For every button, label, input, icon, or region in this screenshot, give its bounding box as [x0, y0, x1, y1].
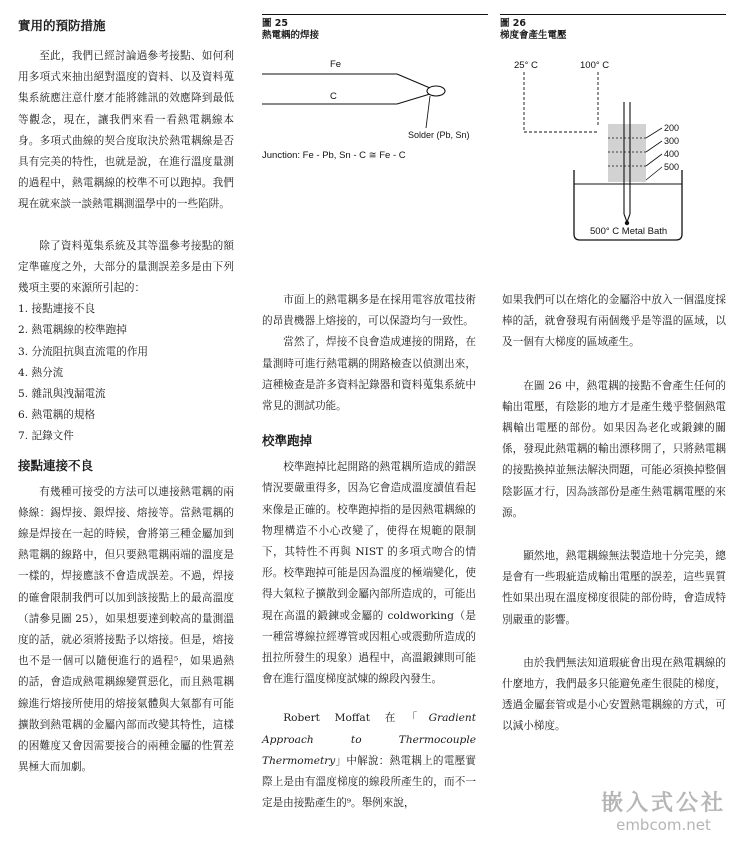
- figure-rule: [262, 14, 488, 15]
- paragraph: 在圖 26 中，熱電耦的接點不會產生任何的輸出電壓，有陰影的地方才是產生幾乎整個熱電耦輸出電壓的部份。如果因為老化或鍛鍊的關係，發現此熱電耦的輸出漂移開了，只將熱電耦的接點換掉並無法解決問題，可能必須換掉整個陰影區才行，因為該部份是產生熱電耦電壓的來源。: [502, 379, 726, 519]
- paragraph: 除了資料蒐集系統及其等溫參考接點的額定準確度之外，大部分的量測誤差多是由下列幾項主要的來源所引起的：: [18, 239, 234, 295]
- level-label: 200: [664, 123, 680, 133]
- fe-label: Fe: [330, 59, 342, 70]
- figure-25: [262, 14, 488, 165]
- paragraph: 由於我們無法知道瑕疵會出現在熱電耦線的什麼地方，我們最多只能避免產生很陡的梯度，透過金屬套管或是小心安置熱電耦線的方式，可以減小梯度。: [502, 656, 726, 733]
- thermocouple-solder-diagram: [262, 42, 488, 142]
- list-item: 7. 記錄文件: [18, 430, 74, 443]
- section-title-calibration-drift: 校準跑掉: [262, 433, 313, 449]
- list-item: 5. 雜訊與洩漏電流: [18, 388, 106, 401]
- figure-number: 圖 26: [500, 18, 527, 29]
- column-right: [502, 290, 726, 738]
- list-item: 1. 接點連接不良: [18, 303, 96, 316]
- paragraph-moffat: [262, 708, 476, 814]
- level-label: 500: [664, 162, 680, 172]
- level-label: 300: [664, 136, 680, 146]
- list-item: 3. 分流阻抗與直流電的作用: [18, 345, 149, 358]
- error-source-list: [18, 299, 234, 447]
- temp-label-25: 25° C: [514, 60, 538, 71]
- paragraph: 如果我們可以在熔化的金屬浴中放入一個溫度採棒的話，就會發現有兩個幾乎是等溫的區域，以及一個有大梯度的區域產生。: [502, 294, 726, 349]
- figure-number: 圖 25: [262, 18, 289, 29]
- figure-26: [500, 14, 730, 246]
- list-item: 6. 熱電耦的規格: [18, 409, 96, 422]
- metal-bath-label: 500° C Metal Bath: [590, 226, 668, 237]
- solder-label: Solder (Pb, Sn): [408, 130, 470, 140]
- junction-label: Junction: Fe - Pb, Sn - C ≅ Fe - C: [262, 150, 406, 161]
- solder-blob: [427, 86, 445, 96]
- moffat-title: Gradient Approach to Thermocouple Thermometry: [262, 712, 476, 767]
- moffat-text-b: 」中解說：熱電耦上的電壓實際上是由有溫度梯度的線段所產生的，而不一定是由接點產生的⁹。舉例來說，: [262, 754, 476, 810]
- junction-equation: [262, 147, 488, 161]
- figure-rule: [500, 14, 726, 15]
- watermark-chinese: 嵌入式公社: [600, 791, 726, 816]
- figure-caption: 熱電耦的焊接: [262, 30, 320, 41]
- site-watermark: [601, 792, 726, 834]
- level-label: 400: [664, 149, 680, 159]
- column-middle: [262, 290, 476, 814]
- paragraph: 當然了，焊接不良會造成連接的開路，在量測時可進行熱電耦的開路檢查以偵測出來，這種檢查是許多資料記錄器和資料蒐集系統中常見的測試功能。: [262, 336, 476, 413]
- figure-caption: 梯度會產生電壓: [500, 30, 567, 41]
- section-title-practical-precautions: 實用的預防措施: [18, 18, 106, 33]
- moffat-text-a: Robert Moffat 在「: [283, 712, 429, 725]
- list-item: 2. 熱電耦線的校準跑掉: [18, 324, 127, 337]
- list-item: 4. 熱分流: [18, 366, 64, 379]
- temperature-gradient-diagram: [500, 42, 730, 242]
- section-title-poor-junction: 接點連接不良: [18, 457, 94, 473]
- paragraph: 有幾種可接受的方法可以連接熱電耦的兩條線：錫焊接、銀焊接、熔接等。當熱電耦的線是焊接在一起的時候，會將第三種金屬加到熱電耦的線路中，但只要熱電耦兩端的溫度是一樣的，焊接應該不會造成誤差。不過，焊接的確會限制我們可以加到該接點上的最高溫度（請參見圖 25），如果想要達到較高的量測溫度的話，就必須將接點予以熔接。但是，熔接也不是一個可以隨便進行的過程⁵，如果過熱的話，會造成熱電耦線變質惡化，而且熱電耦線進行熔接所使用的熔接氣體與大氣都有可能擴散到熱電耦的金屬內部而改變其特性，這樣的困難度又會因需要接合的兩種金屬的性質差異極大而加劇。: [18, 485, 234, 774]
- watermark-url: embcom.net: [616, 816, 711, 834]
- column-left: [18, 18, 234, 779]
- paragraph: 至此，我們已經討論過參考接點、如何利用多項式來抽出絕對溫度的資料、以及資料蒐集系統應注意什麼才能將雜訊的效應降到最低等觀念，現在，讓我們來看一看熱電耦線本身。多項式曲線的契合度取決於熱電耦線是否具有完美的特性，也就是說，在進行溫度量測的過程中，熱電耦線的校準不可以跑掉。我們現在就來談一談熱電耦測溫學中的一些陷阱。: [18, 50, 234, 211]
- temp-label-100: 100° C: [580, 60, 610, 71]
- gradient-shaded-region: [608, 124, 646, 182]
- paragraph: 顯然地，熱電耦線無法製造地十分完美，總是會有一些瑕疵造成輸出電壓的誤差，這些異質性如果出現在溫度梯度很陡的部份時，會造成特別嚴重的影響。: [502, 550, 726, 626]
- c-label: C: [330, 91, 337, 102]
- paragraph: 校準跑掉比起開路的熱電耦所造成的錯誤情況要嚴重得多，因為它會造成溫度讀值看起來像是正確的。校準跑掉指的是因熱電耦線的物理構造不小心改變了，使得在規範的限制下，其特性不再與 NIST 的多項式吻合的情形。校準跑掉可能是因為溫度的極端變化，使得大氣粒子擴散到金屬內部所造成的，可能出現在高溫的鍛鍊或金屬的 coldworking（是一種當導線拉經導管或因粗心或震動所造成的扭拉所發生的現象）過程中，高溫鍛鍊則可能會在進行溫度梯度試煉的線段內發生。: [262, 461, 476, 686]
- paragraph: 市面上的熱電耦多是在採用電容放電技術的昂貴機器上熔接的，可以保證均勻一致性。: [262, 294, 476, 328]
